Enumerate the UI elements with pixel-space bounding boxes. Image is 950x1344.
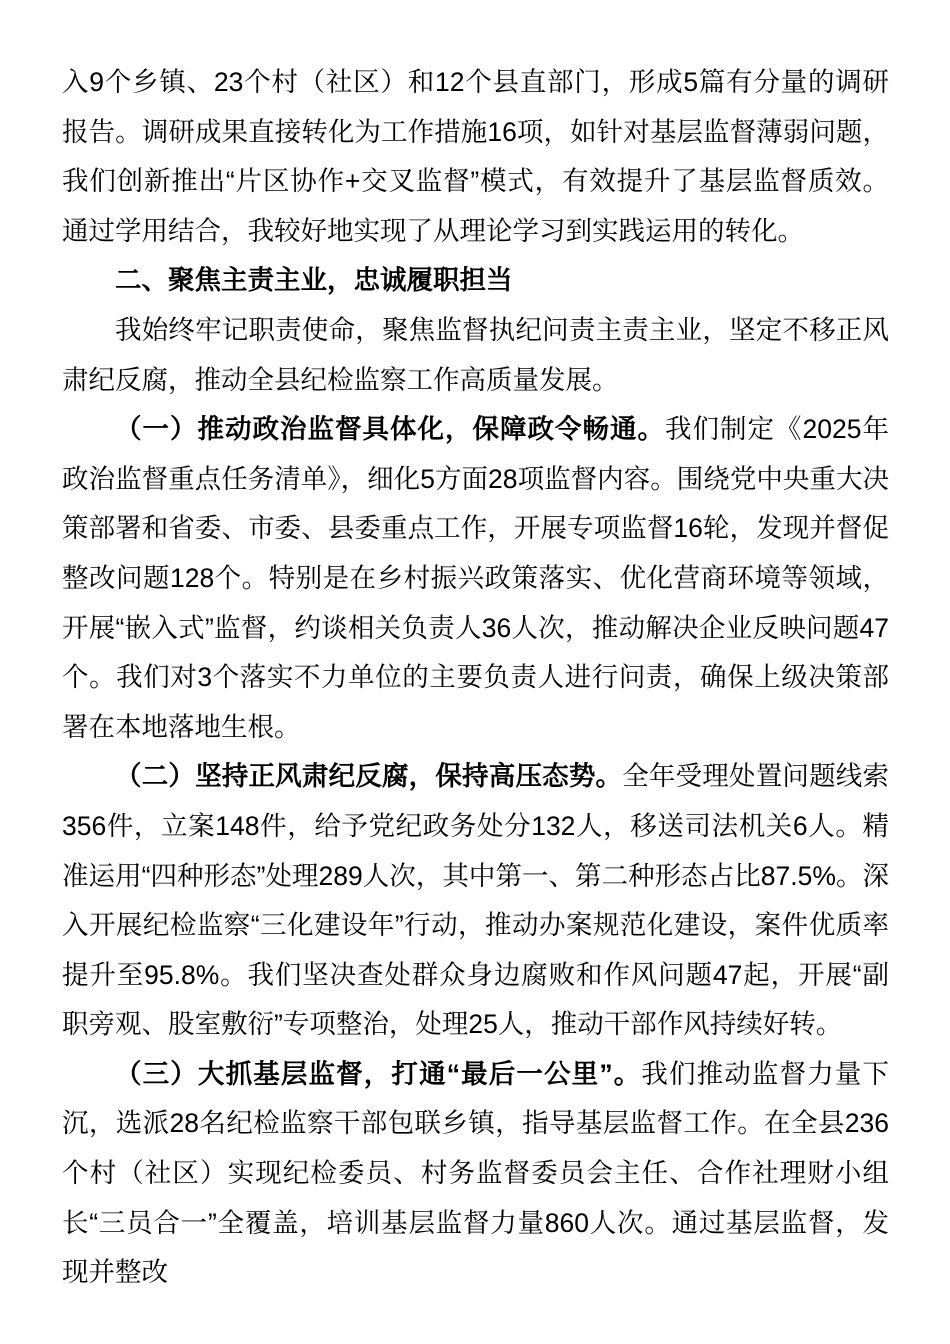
paragraph-text: 我们制定《2025年政治监督重点任务清单》，细化5方面28项监督内容。围绕党中央重大决策部署和省委、市委、县委重点工作，开展专项监督16轮，发现并督促整改问题128个。特别是在乡村振兴政策落实、优化营商环境等领域，开展“嵌入式”监督，约谈相关负责人36人次，推动解决企业反映问题47个。我们对3个落实不力单位的主要负责人进行问责，确保上级决策部署在本地落地生根。 (62, 414, 890, 742)
item-3-lead: （三）大抓基层监督，打通“最后一公里”。 (115, 1058, 642, 1089)
item-1-lead: （一）推动政治监督具体化，保障政令畅通。 (115, 414, 666, 445)
section-heading (62, 256, 889, 306)
paragraph-text: 全年受理处置问题线索356件，立案148件，给予党纪政务处分132人，移送司法机关6人。精准运用“四种形态”处理289人次，其中第一、第二种形态占比87.5%。深入开展纪检监察“三化建设年”行动，推动办案规范化建设，案件优质率提升至95.8%。我们坚决查处群众身边腐败和作风问题47起，开展“副职旁观、股室敷衍”专项整治，处理25人，推动干部作风持续好转。 (62, 761, 890, 1040)
paragraph-continuation (62, 58, 889, 256)
section-heading-text: 二、聚焦主责主业，忠诚履职担当 (115, 265, 513, 296)
paragraph-item-2 (62, 752, 889, 1050)
paragraph-text: 我始终牢记职责使命，聚焦监督执纪问责主责主业，坚定不移正风肃纪反腐，推动全县纪检监察工作高质量发展。 (62, 314, 889, 395)
paragraph-section-intro (62, 306, 889, 405)
paragraph-text: 入9个乡镇、23个村（社区）和12个县直部门，形成5篇有分量的调研报告。调研成果直接转化为工作措施16项，如针对基层监督薄弱问题，我们创新推出“片区协作+交叉监督”模式，有效提升了基层监督质效。通过学用结合，我较好地实现了从理论学习到实践运用的转化。 (62, 67, 889, 246)
paragraph-item-3 (62, 1050, 889, 1298)
item-2-lead: （二）坚持正风肃纪反腐，保持高压态势。 (115, 761, 623, 792)
paragraph-text: 我们推动监督力量下沉，选派28名纪检监察干部包联乡镇，指导基层监督工作。在全县236个村（社区）实现纪检委员、村务监督委员会主任、合作社理财小组长“三员合一”全覆盖，培训基层监督力量860人次。通过基层监督，发现并整改 (62, 1058, 890, 1288)
paragraph-item-1 (62, 405, 889, 752)
